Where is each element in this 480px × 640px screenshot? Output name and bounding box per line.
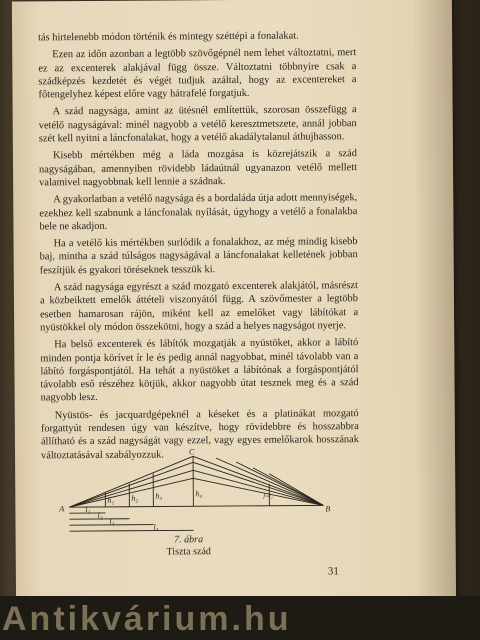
- figure-number: 7. ábra: [174, 534, 204, 546]
- shed-diagram: [41, 447, 352, 539]
- paragraph: tás hirtelenebb módon történik és mintegy széttépi a fonalakat.: [38, 30, 299, 44]
- page-shadow: [412, 0, 456, 614]
- shed-line: [269, 473, 323, 505]
- label-l2: l₂: [97, 510, 103, 520]
- page-number: 31: [327, 565, 339, 578]
- label-l4: l₄: [153, 522, 159, 532]
- paragraph: Kisebb mértékben még a láda mozgása is közrejátszik a szád nagyságában, amennyiben rövidebb ládaútnál ugyanazon vetélő mellett valamivel nagyobbnak kell lennie a szádnak.: [38, 148, 358, 189]
- paragraph: Ezen az időn azonban a legtöbb szövőgépnél nem lehet változtatni, mert ez az excenterek alakjával függ össze. Változtatni többnyire csak a szádképzés kezdetét és végét tudjuk azáltal, hogy az excentereket a főtengelyhez képest előre vagy hátrafelé forgatjuk.: [38, 47, 357, 101]
- label-h2: h₂: [131, 493, 139, 503]
- paragraph: A szád nagysága egyrészt a szád mozgató excenterek alakjától, másrészt a közbeiktett emelők áttételi viszonyától függ. A szövőmester a legtöbb esetben hamarosan rájön, miként kell az emelőket vagy lábítókat a nyüstökkel oly módon összekötni, hogy a szád a helyes nagyságot nyerje.: [39, 280, 359, 334]
- paragraph: Ha belső excenterek és lábítók mozgatják a nyüstöket, akkor a lábító minden pontja körívet ír le és pedig annál nagyobbat, minél távolabb van a lábító forgáspontjától. Ha tehát a nyüstöket a lábítónak a forgáspontjától távolabb eső részéhez kötjük, akkor nagyobb útat tesznek meg és a szád nagyobb lesz.: [40, 337, 359, 404]
- watermark-text: Antikvárium.hu: [2, 600, 292, 638]
- shed-line: [253, 467, 323, 505]
- label-apex: C: [188, 447, 195, 457]
- label-h1: h₁: [107, 495, 115, 505]
- shed-line: [193, 461, 323, 506]
- label-h3: h₃: [155, 491, 163, 501]
- base-line: [69, 505, 323, 507]
- book-page: [12, 0, 456, 617]
- body-text: [38, 29, 359, 462]
- paragraph: A szád nagysága, amint az ütésnél említettük, szorosan összefügg a vetélő nagyságával: minél nagyobb a vetélő keresztmetszete, annál jobban szét kell nyitni a láncfonalakat, hogy a vetélő akadálytalanul áthujhasson.: [38, 104, 357, 145]
- label-right: B: [325, 504, 331, 514]
- watermark-band: [0, 596, 480, 640]
- label-l1: l₁: [85, 505, 91, 515]
- label-left: A: [59, 504, 65, 514]
- paragraph: A gyakorlatban a vetélő nagysága és a bordaláda útja adott mennyiségek, ezekhez kell szabnunk a láncfonalak nyílását, úgyhogy a vetélő a fonalakba bele ne akadjon.: [39, 192, 358, 233]
- shed-line: [193, 469, 323, 506]
- shed-line: [193, 477, 323, 506]
- paragraph: Nyüstös- és jacquardgépeknél a késeket és a platinákat mozgató forgattyút rendesen úgy van készítve, hogy rövidebbre és hosszabbra állítható és a szád nagyságát vagy ezzel, vagy egyes emelőkarok hosszának változtatásával szabályozzuk.: [40, 407, 359, 461]
- paragraph: Ha a vetélő kis mértékben surlódik a fonalakhoz, az még mindig kisebb baj, mintha a szád túlságos nagyságával a láncfonalakat kelletének jobban feszítjük és gyakori töréseknek tesszük ki.: [39, 236, 358, 277]
- dimension-line: [70, 530, 194, 531]
- shed-line: [236, 461, 323, 506]
- figure-caption: [134, 534, 244, 559]
- figure-title: Tiszta szád: [166, 546, 211, 558]
- label-h4: h₄: [195, 489, 203, 499]
- label-f: f=l₁: [263, 493, 273, 500]
- label-l3: l₃: [109, 516, 115, 526]
